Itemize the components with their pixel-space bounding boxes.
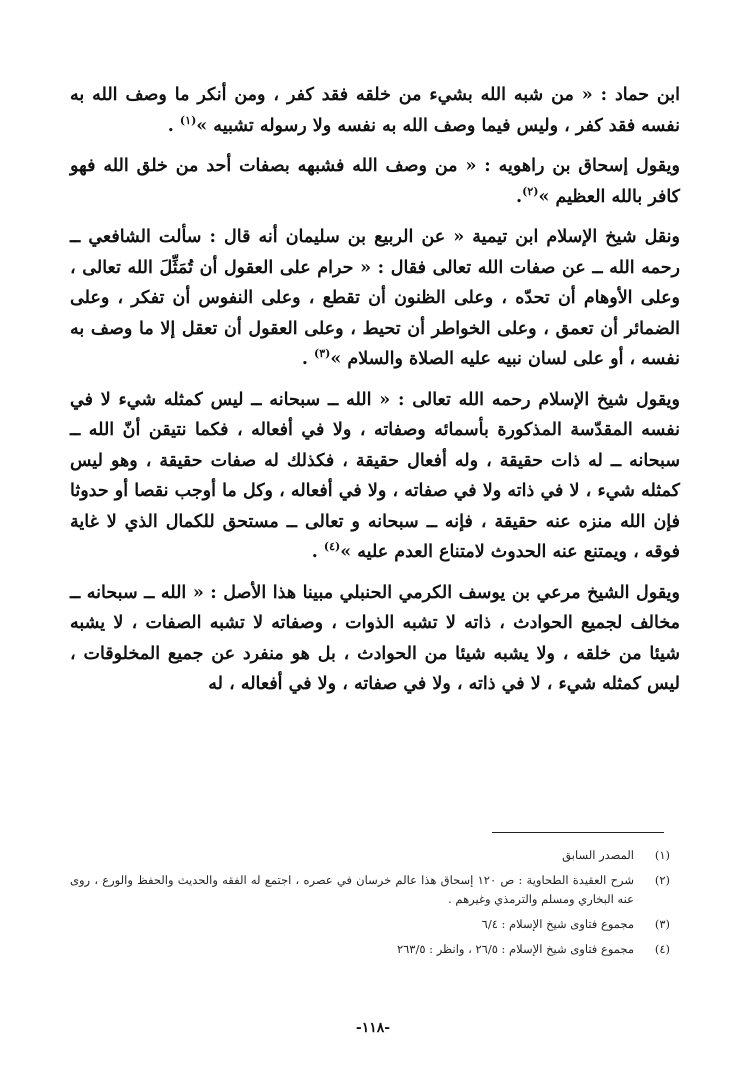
paragraph-tail: . bbox=[167, 115, 180, 136]
paragraph-1 bbox=[70, 80, 680, 141]
paragraph-tail: . bbox=[311, 542, 324, 562]
footnote-number: (٢) bbox=[654, 873, 670, 887]
paragraph-text: ابن حماد : « من شبه الله بشيء من خلقه فقد كفر ، ومن أنكر ما وصف الله به نفسه فقد كفر ، وليس فيما وصف الله به نفسه ولا رسوله تشبيه » bbox=[70, 85, 680, 136]
footnote-4 bbox=[70, 940, 670, 959]
footnote-text: مجموع فتاوى شيخ الإسلام : ٦/٤ bbox=[481, 917, 634, 931]
paragraph-tail: . bbox=[301, 349, 315, 369]
footnote-3 bbox=[70, 915, 670, 934]
paragraph-3 bbox=[70, 222, 680, 375]
paragraph-text: ويقول الشيخ مرعي بن يوسف الكرمي الحنبلي مبينا هذا الأصل : « الله ــ سبحانه ــ مخالف لجميع الحوادث ، ذاته لا تشبه الذوات ، وصفاته لا تشبه الصفات ، لا يشبه شيئا من خلقه ، ولا يشبه شيئا من الحوادث ، بل هو منفرد عن جميع المخلوقات ، ليس كمثله شيء ، لا في ذاته ، ولا في صفاته ، ولا في أفعاله ، له bbox=[70, 582, 680, 694]
paragraph-2 bbox=[70, 151, 680, 212]
footnotes bbox=[70, 846, 670, 965]
paragraph-tail: . bbox=[516, 186, 523, 207]
footnote-2 bbox=[70, 871, 670, 909]
footnote-number: (١) bbox=[654, 848, 670, 862]
paragraph-4 bbox=[70, 385, 680, 568]
footnote-ref[interactable]: (٢) bbox=[522, 184, 539, 198]
footnote-text: المصدر السابق bbox=[562, 848, 634, 862]
footnote-ref[interactable]: (٤) bbox=[323, 540, 341, 554]
main-text bbox=[70, 80, 680, 710]
footnote-number: (٤) bbox=[654, 942, 670, 956]
footnote-separator bbox=[492, 832, 664, 833]
footnote-1 bbox=[70, 846, 670, 865]
footnote-ref[interactable]: (١) bbox=[179, 113, 197, 127]
paragraph-text: ويقول شيخ الإسلام رحمه الله تعالى : « الله ــ سبحانه ــ ليس كمثله شيء لا في نفسه المقدّسة المذكورة بأسمائه وصفاته ، ولا في أفعاله ، فكما نتيقن أنّ الله ــ سبحانه ــ له ذات حقيقة ، وله أفعال حقيقة ، فكذلك له صفات حقيقة ، وهو ليس كمثله شيء ، لا في ذاته ولا في صفاته ، ولا في أفعاله ، وكل ما أوجب نقصا أو حدوثا فإن الله منزه عنه حقيقة ، فإنه ــ سبحانه و تعالى ــ مستحق للكمال الذي لا غاية فوقه ، ويمتنع عنه الحدوث لامتناع العدم عليه » bbox=[70, 389, 680, 562]
paragraph-text: ويقول إسحاق بن راهويه : « من وصف الله فشبهه بصفات أحد من خلق الله فهو كافر بالله العظيم » bbox=[70, 156, 680, 207]
page-number: -١١٨- bbox=[355, 1020, 391, 1036]
footnote-number: (٣) bbox=[654, 917, 670, 931]
paragraph-text: ونقل شيخ الإسلام ابن تيمية « عن الربيع بن سليمان أنه قال : سألت الشافعي ــ رحمه الله ــ عن صفات الله تعالى فقال : « حرام على العقول أن تُمَثِّلَ الله تعالى ، وعلى الأوهام أن تحدّه ، وعلى الظنون أن تقطع ، وعلى النفوس أن تفكر ، وعلى الضمائر أن تعمق ، وعلى الخواطر أن تحيط ، وعلى العقول أن تعقل إلا ما وصف به نفسه ، أو على لسان نبيه عليه الصلاة والسلام » bbox=[70, 227, 680, 369]
paragraph-5 bbox=[70, 578, 680, 700]
footnote-text: شرح العقيدة الطحاوية : ص ١٢٠ إسحاق هذا عالم خرسان في عصره ، اجتمع له الفقه والحديث والحفظ والورع ، روى عنه البخاري ومسلم والترمذي وغيرهم . bbox=[70, 873, 634, 906]
footnote-ref[interactable]: (٣) bbox=[314, 347, 331, 361]
footnote-text: مجموع فتاوى شيخ الإسلام : ٢٦/٥ ، وانظر : ٢٦٣/٥ bbox=[396, 942, 634, 956]
